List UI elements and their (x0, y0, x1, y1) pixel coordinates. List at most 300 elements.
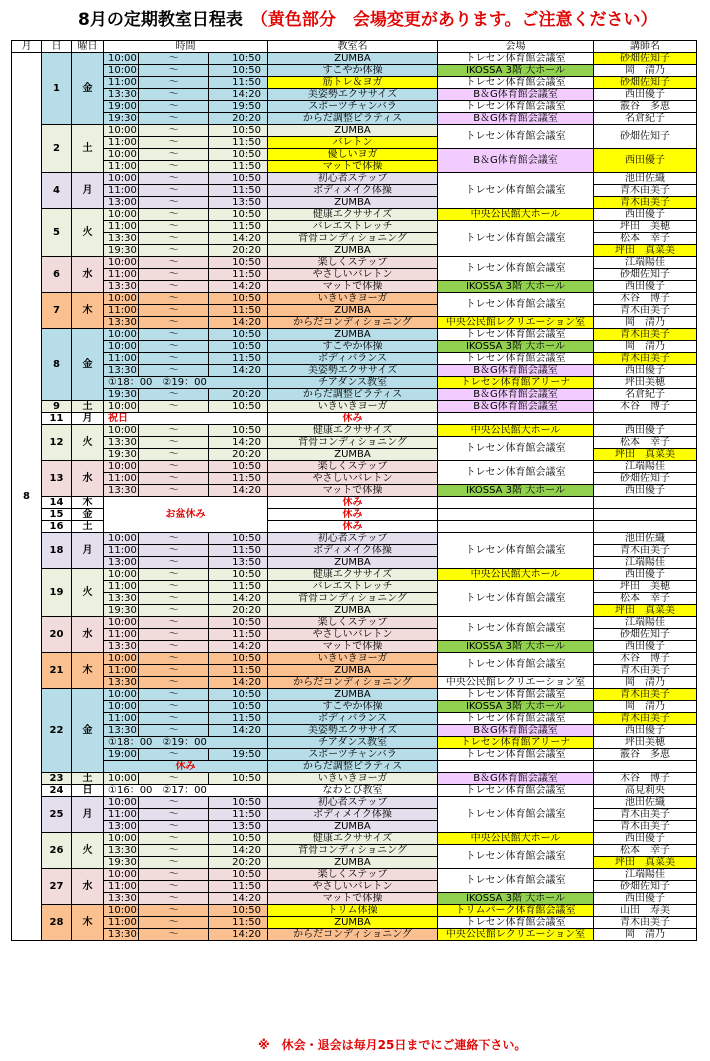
instructor-cell: 霰谷 多恵 (594, 749, 697, 761)
venue-cell (438, 413, 594, 425)
time-start: 11:00 (104, 269, 139, 281)
time-sep: ～ (139, 221, 209, 233)
table-row (12, 221, 697, 233)
instructor-cell: 江端陽佳 (594, 869, 697, 881)
time-start: 11:00 (104, 473, 139, 485)
dow-cell: 月 (72, 533, 104, 569)
class-name-cell: ZUMBA (268, 917, 438, 929)
instructor-cell: 池田佐織 (594, 173, 697, 185)
table-row (12, 761, 697, 773)
instructor-cell: 坪田 美穂 (594, 581, 697, 593)
class-name-cell: 背骨コンディショニング (268, 845, 438, 857)
table-row (12, 377, 697, 389)
venue-cell: B＆G体育館会議室 (438, 89, 594, 101)
time-sep: ～ (139, 641, 209, 653)
time-start: 11:00 (104, 545, 139, 557)
time-end: 10:50 (209, 833, 268, 845)
class-name-cell: スポーツチャンバラ (268, 749, 438, 761)
venue-cell: トレセン体育館会議室 (438, 713, 594, 725)
time-end: 10:50 (209, 617, 268, 629)
time-end: 14:20 (209, 725, 268, 737)
time-start: 10:00 (104, 65, 139, 77)
table-row (12, 665, 697, 677)
header-month: 月 (12, 41, 42, 53)
time-sep: ～ (139, 689, 209, 701)
instructor-cell: 砂畑佐知子 (594, 53, 697, 65)
venue-cell: トレセン体育館会議室 (438, 329, 594, 341)
time-end: 11:50 (209, 221, 268, 233)
time-start: 11:00 (104, 221, 139, 233)
class-name-cell: ZUMBA (268, 557, 438, 569)
instructor-cell: 坪田美穂 (594, 737, 697, 749)
time-sep: ～ (139, 149, 209, 161)
venue-cell (438, 761, 594, 773)
date-cell: 20 (42, 617, 72, 653)
table-row (12, 845, 697, 857)
time-start: 11:00 (104, 353, 139, 365)
time-sep: ～ (139, 917, 209, 929)
instructor-cell: 松本 幸子 (594, 845, 697, 857)
instructor-cell: 砂畑佐知子 (594, 125, 697, 149)
instructor-cell: 西田優子 (594, 149, 697, 173)
time-sep: ～ (139, 137, 209, 149)
venue-cell: B＆G体育館会議室 (438, 773, 594, 785)
class-name-cell: ZUMBA (268, 53, 438, 65)
venue-cell: 中央公民館レクリエーション室 (438, 929, 594, 941)
time-end: 11:50 (209, 137, 268, 149)
time-start: 13:30 (104, 317, 139, 329)
time-end: 20:20 (209, 389, 268, 401)
venue-cell: トレセン体育館会議室 (438, 653, 594, 677)
time-end: 20:20 (209, 605, 268, 617)
time-sep: ～ (139, 593, 209, 605)
date-cell: 23 (42, 773, 72, 785)
time-sep: ～ (139, 773, 209, 785)
time-cell: ①18：00 ②19：00 (104, 377, 268, 389)
class-name-cell: マットで体操 (268, 893, 438, 905)
instructor-cell: 坪田 美穂 (594, 221, 697, 233)
header-venue: 会場 (438, 41, 594, 53)
table-row (12, 209, 697, 221)
table-row (12, 269, 697, 281)
time-start: 13:30 (104, 677, 139, 689)
venue-cell (438, 509, 594, 521)
time-sep: ～ (139, 809, 209, 821)
class-name-cell: マットで体操 (268, 485, 438, 497)
time-start: 13:30 (104, 929, 139, 941)
venue-cell: トレセン体育館会議室 (438, 869, 594, 893)
time-end: 11:50 (209, 161, 268, 173)
dow-cell: 水 (72, 617, 104, 653)
page-title (78, 6, 657, 34)
time-sep: ～ (139, 269, 209, 281)
date-cell: 1 (42, 53, 72, 125)
table-row (12, 281, 697, 293)
time-end: 10:50 (209, 797, 268, 809)
time-start: 13:00 (104, 197, 139, 209)
venue-cell: B＆G体育館会議室 (438, 401, 594, 413)
venue-cell: IKOSSA 3階 大ホール (438, 485, 594, 497)
class-name-cell: いきいきヨーガ (268, 293, 438, 305)
time-start: 19:00 (104, 749, 139, 761)
time-end: 13:50 (209, 557, 268, 569)
table-row (12, 245, 697, 257)
class-name-cell: からだコンディショニング (268, 317, 438, 329)
time-end: 11:50 (209, 917, 268, 929)
dow-cell: 金 (72, 53, 104, 125)
class-name-cell: からだ調整ピラティス (268, 389, 438, 401)
time-end: 10:50 (209, 401, 268, 413)
class-name-cell: 美姿勢エクササイズ (268, 89, 438, 101)
table-row (12, 257, 697, 269)
venue-cell: トレセン体育館会議室 (438, 221, 594, 257)
venue-cell: IKOSSA 3階 大ホール (438, 65, 594, 77)
time-start: 13:30 (104, 281, 139, 293)
table-row (12, 65, 697, 77)
table-row (12, 773, 697, 785)
time-sep: ～ (139, 857, 209, 869)
time-end: 20:20 (209, 857, 268, 869)
time-start: 11:00 (104, 665, 139, 677)
time-start: 19:30 (104, 449, 139, 461)
time-start: 13:00 (104, 821, 139, 833)
time-end: 14:20 (209, 893, 268, 905)
instructor-cell: 坪田 真菜美 (594, 245, 697, 257)
time-end: 13:50 (209, 197, 268, 209)
time-end: 10:50 (209, 701, 268, 713)
instructor-cell: 西田優子 (594, 641, 697, 653)
time-end: 10:50 (209, 905, 268, 917)
time-sep: ～ (139, 713, 209, 725)
time-start: 10:00 (104, 329, 139, 341)
class-name-cell: いきいきヨーガ (268, 653, 438, 665)
class-name-cell: やさしいバレトン (268, 473, 438, 485)
time-start: 11:00 (104, 917, 139, 929)
time-sep: ～ (139, 533, 209, 545)
time-end: 11:50 (209, 269, 268, 281)
time-start: 10:00 (104, 533, 139, 545)
dow-cell: 木 (72, 293, 104, 329)
time-end: 11:50 (209, 305, 268, 317)
header-instructor: 講師名 (594, 41, 697, 53)
class-name-cell: バレエストレッチ (268, 581, 438, 593)
venue-cell: トレセン体育館会議室 (438, 581, 594, 617)
time-end: 11:50 (209, 713, 268, 725)
venue-cell: トレセン体育館アリーナ (438, 737, 594, 749)
time-start: 13:30 (104, 893, 139, 905)
time-start: 13:30 (104, 365, 139, 377)
table-row (12, 557, 697, 569)
table-row (12, 641, 697, 653)
table-row (12, 653, 697, 665)
venue-cell: トレセン体育館アリーナ (438, 377, 594, 389)
venue-cell: 中央公民館大ホール (438, 209, 594, 221)
time-end: 11:50 (209, 665, 268, 677)
time-start: 11:00 (104, 629, 139, 641)
instructor-cell: 青木由美子 (594, 353, 697, 365)
table-row (12, 605, 697, 617)
time-sep: ～ (139, 557, 209, 569)
venue-cell: B＆G体育館会議室 (438, 365, 594, 377)
instructor-cell: 岡 清乃 (594, 341, 697, 353)
venue-cell: IKOSSA 3階 大ホール (438, 281, 594, 293)
time-end: 14:20 (209, 365, 268, 377)
class-name-cell: 健康エクササイズ (268, 209, 438, 221)
time-start: 13:30 (104, 725, 139, 737)
dow-cell: 木 (72, 653, 104, 689)
instructor-cell: 岡 清乃 (594, 701, 697, 713)
dow-cell: 木 (72, 905, 104, 941)
table-row (12, 881, 697, 893)
venue-cell: トレセン体育館会議室 (438, 533, 594, 569)
instructor-cell: 坪田美穂 (594, 377, 697, 389)
class-name-cell: ZUMBA (268, 821, 438, 833)
class-name-cell: 筋トレ＆ヨガ (268, 77, 438, 89)
time-end: 14:20 (209, 929, 268, 941)
time-sep: ～ (139, 197, 209, 209)
venue-cell: トレセン体育館会議室 (438, 797, 594, 833)
date-cell: 24 (42, 785, 72, 797)
date-cell: 27 (42, 869, 72, 905)
time-sep: ～ (139, 341, 209, 353)
time-end: 11:50 (209, 629, 268, 641)
time-end: 14:20 (209, 845, 268, 857)
table-row (12, 809, 697, 821)
instructor-cell: 木谷 博子 (594, 773, 697, 785)
dow-cell: 月 (72, 413, 104, 425)
title-main: 8月の定期教室日程表 (78, 10, 243, 30)
class-name-cell: 休み (268, 497, 438, 509)
time-sep: ～ (139, 365, 209, 377)
table-row (12, 917, 697, 929)
time-end: 19:50 (209, 101, 268, 113)
table-row (12, 449, 697, 461)
venue-cell: B＆G体育館会議室 (438, 149, 594, 173)
time-end: 10:50 (209, 257, 268, 269)
time-sep: ～ (139, 653, 209, 665)
time-start: 10:00 (104, 617, 139, 629)
instructor-cell: 砂畑佐知子 (594, 473, 697, 485)
time-sep: ～ (139, 245, 209, 257)
title-note: （黄色部分 会場変更があります。ご注意ください） (250, 10, 658, 30)
instructor-cell (594, 509, 697, 521)
instructor-cell: 江端陽佳 (594, 557, 697, 569)
table-row (12, 725, 697, 737)
class-name-cell: ZUMBA (268, 689, 438, 701)
time-sep: ～ (139, 281, 209, 293)
class-name-cell: チアダンス教室 (268, 377, 438, 389)
table-row (12, 533, 697, 545)
table-row (12, 677, 697, 689)
instructor-cell: 岡 清乃 (594, 677, 697, 689)
time-sep: ～ (139, 401, 209, 413)
dow-cell: 土 (72, 401, 104, 413)
class-name-cell: ZUMBA (268, 449, 438, 461)
instructor-cell: 青木由美子 (594, 713, 697, 725)
time-start: 13:30 (104, 593, 139, 605)
table-row (12, 497, 697, 509)
instructor-cell: 西田優子 (594, 425, 697, 437)
venue-cell: IKOSSA 3階 大ホール (438, 893, 594, 905)
instructor-cell: 青木由美子 (594, 665, 697, 677)
class-name-cell: ZUMBA (268, 197, 438, 209)
instructor-cell: 砂畑佐知子 (594, 269, 697, 281)
time-sep: ～ (139, 437, 209, 449)
dow-cell: 水 (72, 461, 104, 497)
date-cell: 15 (42, 509, 72, 521)
venue-cell: 中央公民館大ホール (438, 425, 594, 437)
time-start: 19:30 (104, 857, 139, 869)
instructor-cell: 池田佐織 (594, 797, 697, 809)
time-sep: ～ (139, 821, 209, 833)
time-sep: ～ (139, 449, 209, 461)
time-end: 14:20 (209, 89, 268, 101)
dow-cell: 水 (72, 257, 104, 293)
table-row (12, 857, 697, 869)
venue-cell: IKOSSA 3階 大ホール (438, 641, 594, 653)
table-row (12, 185, 697, 197)
table-row (12, 821, 697, 833)
instructor-cell: 青木由美子 (594, 197, 697, 209)
date-cell: 21 (42, 653, 72, 689)
instructor-cell: 坪田 真菜美 (594, 605, 697, 617)
header-class: 教室名 (268, 41, 438, 53)
date-cell: 12 (42, 425, 72, 461)
dow-cell: 土 (72, 521, 104, 533)
table-row (12, 77, 697, 89)
time-start: 10:00 (104, 149, 139, 161)
venue-cell: 中央公民館レクリエーション室 (438, 677, 594, 689)
time-start: 13:30 (104, 845, 139, 857)
venue-cell: トレセン体育館会議室 (438, 917, 594, 929)
table-row (12, 905, 697, 917)
instructor-cell: 江端陽佳 (594, 257, 697, 269)
venue-cell: 中央公民館大ホール (438, 833, 594, 845)
time-cell: 祝日 (104, 413, 268, 425)
time-end: 11:50 (209, 353, 268, 365)
table-row (12, 341, 697, 353)
venue-cell: トレセン体育館会議室 (438, 53, 594, 65)
class-name-cell: ZUMBA (268, 305, 438, 317)
venue-cell: トレセン体育館会議室 (438, 437, 594, 461)
class-name-cell: やさしいバレトン (268, 881, 438, 893)
table-row (12, 929, 697, 941)
table-row (12, 149, 697, 161)
table-row (12, 437, 697, 449)
time-end: 14:20 (209, 641, 268, 653)
instructor-cell: 松本 幸子 (594, 233, 697, 245)
class-name-cell: 楽しくステップ (268, 461, 438, 473)
venue-cell: B＆G体育館会議室 (438, 725, 594, 737)
class-name-cell: すこやか体操 (268, 701, 438, 713)
venue-cell (438, 497, 594, 509)
time-start: 10:00 (104, 569, 139, 581)
table-row (12, 797, 697, 809)
time-start: 10:00 (104, 833, 139, 845)
table-row (12, 401, 697, 413)
time-end: 10:50 (209, 149, 268, 161)
time-end: 11:50 (209, 185, 268, 197)
dow-cell: 火 (72, 209, 104, 257)
time-sep: ～ (139, 425, 209, 437)
class-name-cell: 背骨コンディショニング (268, 233, 438, 245)
time-sep: ～ (139, 257, 209, 269)
table-row (12, 101, 697, 113)
time-sep: ～ (139, 665, 209, 677)
table-row (12, 473, 697, 485)
time-sep: ～ (139, 893, 209, 905)
class-name-cell: ボディバランス (268, 713, 438, 725)
class-name-cell: ZUMBA (268, 605, 438, 617)
time-start: 11:00 (104, 137, 139, 149)
venue-cell: トレセン体育館会議室 (438, 749, 594, 761)
time-start: 10:00 (104, 797, 139, 809)
time-start: 13:30 (104, 485, 139, 497)
time-end: 10:50 (209, 173, 268, 185)
table-row (12, 737, 697, 749)
table-row (12, 53, 697, 65)
time-end: 10:50 (209, 341, 268, 353)
instructor-cell: 木谷 博子 (594, 653, 697, 665)
venue-cell: トレセン体育館会議室 (438, 689, 594, 701)
class-name-cell: 休み (268, 509, 438, 521)
class-name-cell: なわとび教室 (268, 785, 438, 797)
time-start: 19:30 (104, 113, 139, 125)
table-row (12, 713, 697, 725)
time-end: 10:50 (209, 461, 268, 473)
month-cell: 8 (12, 53, 42, 941)
venue-cell: トレセン体育館会議室 (438, 353, 594, 365)
time-start: 11:00 (104, 713, 139, 725)
dow-cell: 金 (72, 329, 104, 401)
venue-cell: トレセン体育館会議室 (438, 101, 594, 113)
venue-cell: トレセン体育館会議室 (438, 785, 594, 797)
time-sep: ～ (139, 173, 209, 185)
time-end: 20:20 (209, 245, 268, 257)
time-end: 10:50 (209, 869, 268, 881)
class-name-cell: からだ調整ピラティス (268, 113, 438, 125)
time-sep: ～ (139, 305, 209, 317)
dow-cell: 土 (72, 125, 104, 173)
class-name-cell: 楽しくステップ (268, 869, 438, 881)
time-start: 19:00 (104, 101, 139, 113)
time-end: 10:50 (209, 689, 268, 701)
class-name-cell: ボディメイク体操 (268, 545, 438, 557)
table-row (12, 701, 697, 713)
time-end: 10:50 (209, 53, 268, 65)
instructor-cell: 木谷 博子 (594, 401, 697, 413)
instructor-cell: 西田優子 (594, 485, 697, 497)
class-name-cell: バレエストレッチ (268, 221, 438, 233)
header-row (12, 41, 697, 53)
time-sep: ～ (139, 677, 209, 689)
time-cell: ①18：00 ②19：00 (104, 737, 268, 749)
time-end: 10:50 (209, 425, 268, 437)
time-start: 19:30 (104, 389, 139, 401)
instructor-cell: 名倉紀子 (594, 113, 697, 125)
instructor-cell: 砂畑佐知子 (594, 629, 697, 641)
venue-cell: トレセン体育館会議室 (438, 461, 594, 485)
table-row (12, 173, 697, 185)
table-row (12, 617, 697, 629)
dow-cell: 日 (72, 785, 104, 797)
time-end: 11:50 (209, 581, 268, 593)
time-end: 10:50 (209, 329, 268, 341)
header-date: 日 (42, 41, 72, 53)
time-sep: ～ (139, 545, 209, 557)
class-name-cell: 美姿勢エクササイズ (268, 365, 438, 377)
instructor-cell: 砂畑佐知子 (594, 77, 697, 89)
